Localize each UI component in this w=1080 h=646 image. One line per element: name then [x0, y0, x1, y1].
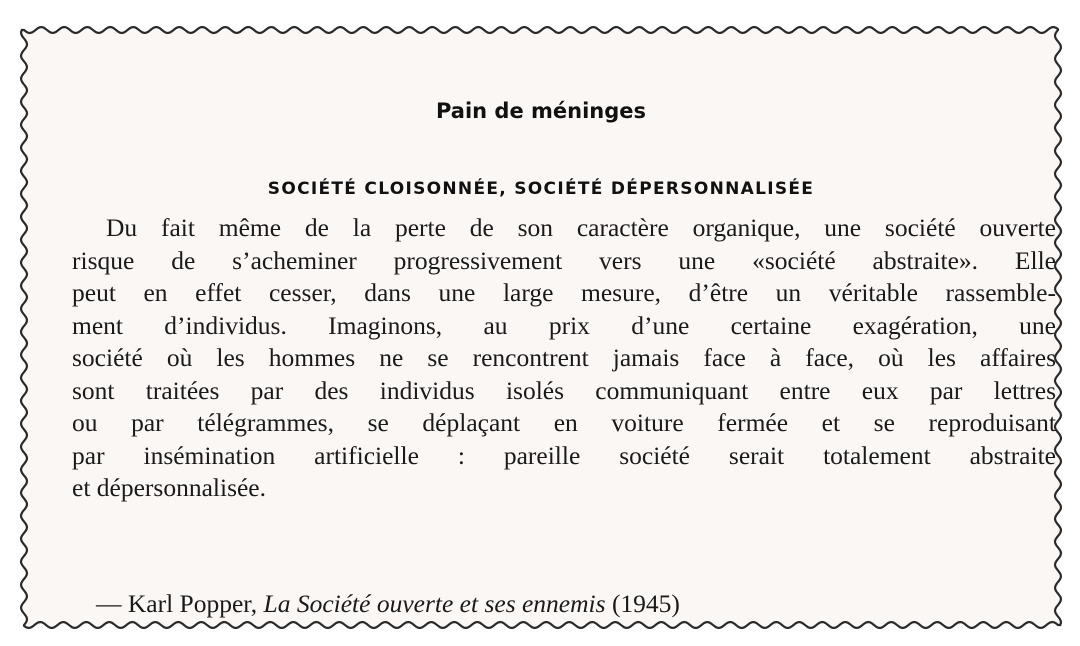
attribution-year: (1945)	[605, 589, 680, 618]
paragraph-line: Du fait même de la perte de son caractère organique, une société ouverte	[106, 213, 1056, 242]
paragraph-line: par insémination artificielle : pareille société serait totalement abstraite	[72, 440, 1056, 470]
quote-paragraph	[72, 212, 1056, 505]
section-heading: SOCIÉTÉ CLOISONNÉE, SOCIÉTÉ DÉPERSONNALISÉE	[267, 179, 815, 199]
paragraph-line: société où les hommes ne se rencontrent jamais face à face, où les affaires	[72, 343, 1056, 372]
attribution-author: — Karl Popper,	[96, 589, 264, 618]
paragraph-line: et dépersonnalisée.	[72, 473, 267, 502]
paragraph-line: ment d’individus. Imaginons, au prix d’une certaine exagération, une	[72, 310, 1056, 340]
paragraph-line: sont traitées par des individus isolés communiquant entre eux par lettres	[72, 375, 1056, 405]
attribution	[96, 589, 680, 619]
box-title: Pain de méninges	[435, 99, 647, 123]
paragraph-line: peut en effet cesser, dans une large mesure, d’être un véritable rassemble-	[72, 278, 1056, 307]
attribution-work: La Société ouverte et ses ennemis	[263, 589, 606, 618]
paragraph-line: risque de s’acheminer progressivement vers une «société abstraite». Elle	[72, 245, 1056, 275]
paragraph-line: ou par télégrammes, se déplaçant en voiture fermée et se reproduisant	[72, 408, 1056, 437]
quote-box	[24, 29, 1058, 625]
